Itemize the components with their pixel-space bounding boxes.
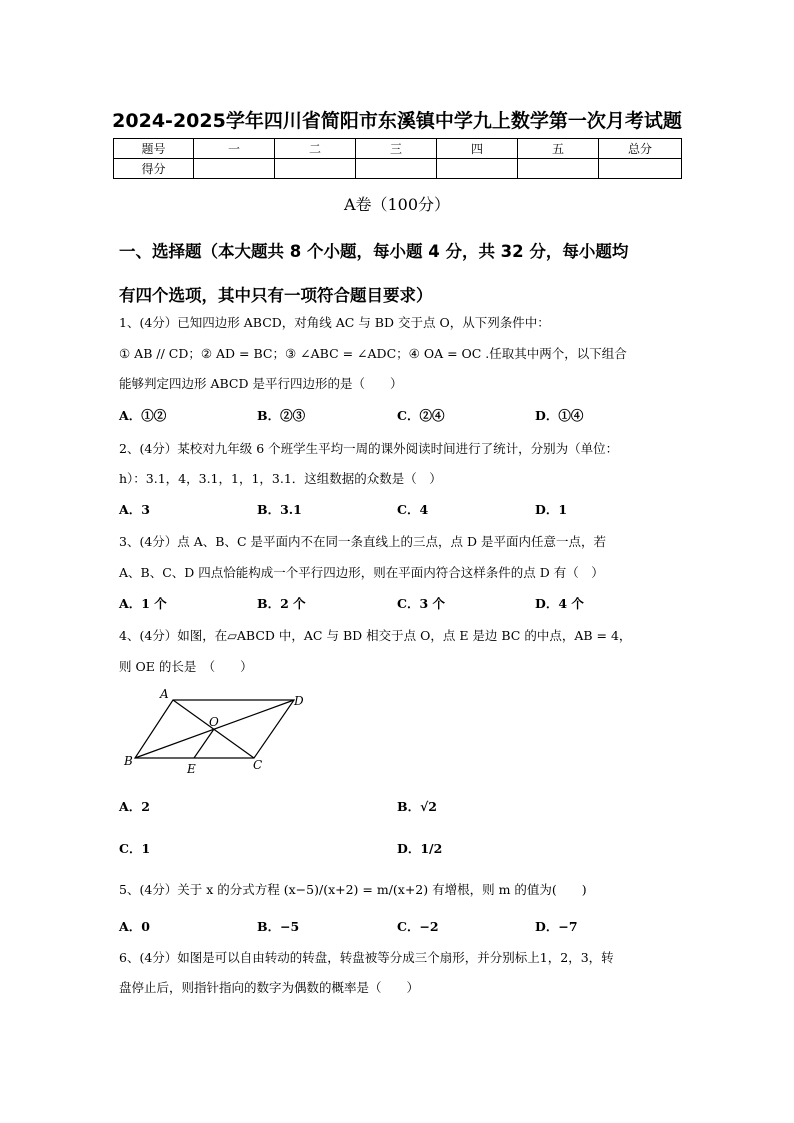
q2-option-b[interactable]: B．3.1 <box>257 502 302 517</box>
label-a: A <box>160 688 169 701</box>
section-1-line: 有四个选项，其中只有一项符合题目要求） <box>119 286 433 305</box>
q6-line: 6、(4分）如图是可以自由转动的转盘，转盘被等分成三个扇形，并分别标上1，2，3，转 <box>119 950 614 965</box>
q4-line: 4、(4分）如图，在▱ABCD 中，AC 与 BD 相交于点 O，点 E 是边 BC 的中点，AB = 4， <box>119 628 632 643</box>
score-cell[interactable] <box>194 159 275 179</box>
score-header-cell: 四 <box>437 139 518 159</box>
q5-option-c[interactable]: C．−2 <box>397 919 439 934</box>
q2-line: h）：3.1，4，3.1，1，1，3.1．这组数据的众数是（ ） <box>119 471 442 486</box>
q1-line: 能够判定四边形 ABCD 是平行四边形的是（ ） <box>119 376 403 391</box>
score-table-header-row <box>114 139 682 159</box>
q1-option-c[interactable]: C．②④ <box>397 408 445 423</box>
label-b: B <box>124 754 133 768</box>
score-cell[interactable] <box>518 159 599 179</box>
score-header-cell: 五 <box>518 139 599 159</box>
q2-line: 2、(4分）某校对九年级 6 个班学生平均一周的课外阅读时间进行了统计，分别为（单位： <box>119 441 619 456</box>
q5-option-b[interactable]: B．−5 <box>257 919 300 934</box>
label-d: D <box>294 694 304 708</box>
q4-option-b[interactable]: B．√2 <box>397 799 437 814</box>
label-c: C <box>253 758 263 772</box>
section-1-line: 一、选择题（本大题共 8 个小题，每小题 4 分，共 32 分，每小题均 <box>119 242 629 261</box>
q5-option-a[interactable]: A．0 <box>119 919 150 934</box>
q3-option-d[interactable]: D．4 个 <box>535 596 584 611</box>
score-header-cell: 题号 <box>114 139 194 159</box>
score-row-label: 得分 <box>114 159 194 179</box>
score-cell[interactable] <box>275 159 356 179</box>
score-cell[interactable] <box>356 159 437 179</box>
q5-line: 5、(4分）关于 x 的分式方程 (x−5)/(x+2) = m/(x+2) 有增根，则 m 的值为( ) <box>119 882 587 897</box>
score-header-cell: 三 <box>356 139 437 159</box>
q4-line: 则 OE 的长是 （ ） <box>119 659 253 674</box>
q5-option-d[interactable]: D．−7 <box>535 919 578 934</box>
q3-line: A、B、C、D 四点恰能构成一个平行四边形，则在平面内符合这样条件的点 D 有（ ） <box>119 565 604 580</box>
score-cell[interactable] <box>437 159 518 179</box>
label-o: O <box>209 715 219 729</box>
q4-option-a[interactable]: A．2 <box>119 799 150 814</box>
section-a-heading: A卷（100分） <box>343 195 451 214</box>
q1-line: ① AB // CD；② AD = BC；③ ∠ABC = ∠ADC；④ OA = OC .任取其中两个，以下组合 <box>119 346 627 361</box>
score-cell[interactable] <box>599 159 682 179</box>
q1-option-d[interactable]: D．①④ <box>535 408 584 423</box>
diagonal-bd <box>135 700 294 758</box>
score-header-cell: 一 <box>194 139 275 159</box>
q1-option-a[interactable]: A．①② <box>119 408 167 423</box>
exam-title: 2024-2025学年四川省简阳市东溪镇中学九上数学第一次月考试题 <box>112 110 682 132</box>
label-e: E <box>187 762 196 776</box>
q4-option-d[interactable]: D．1/2 <box>397 841 443 856</box>
q1-line: 1、(4分）已知四边形 ABCD，对角线 AC 与 BD 交于点 O，从下列条件中： <box>119 315 550 330</box>
score-header-cell: 二 <box>275 139 356 159</box>
score-table <box>113 138 682 179</box>
q2-option-d[interactable]: D．1 <box>535 502 568 517</box>
q4-option-c[interactable]: C．1 <box>119 841 151 856</box>
q3-option-a[interactable]: A．1 个 <box>119 596 167 611</box>
q3-option-c[interactable]: C．3 个 <box>397 596 445 611</box>
score-table-score-row <box>114 159 682 179</box>
q2-option-a[interactable]: A．3 <box>119 502 150 517</box>
q3-option-b[interactable]: B．2 个 <box>257 596 306 611</box>
q6-line: 盘停止后，则指针指向的数字为偶数的概率是（ ） <box>119 980 420 995</box>
parallelogram-figure <box>118 688 318 778</box>
q2-option-c[interactable]: C．4 <box>397 502 429 517</box>
q3-line: 3、(4分）点 A、B、C 是平面内不在同一条直线上的三点，点 D 是平面内任意一点，若 <box>119 534 606 549</box>
section-1-heading <box>119 230 689 318</box>
q1-option-b[interactable]: B．②③ <box>257 408 306 423</box>
score-header-cell: 总分 <box>599 139 682 159</box>
